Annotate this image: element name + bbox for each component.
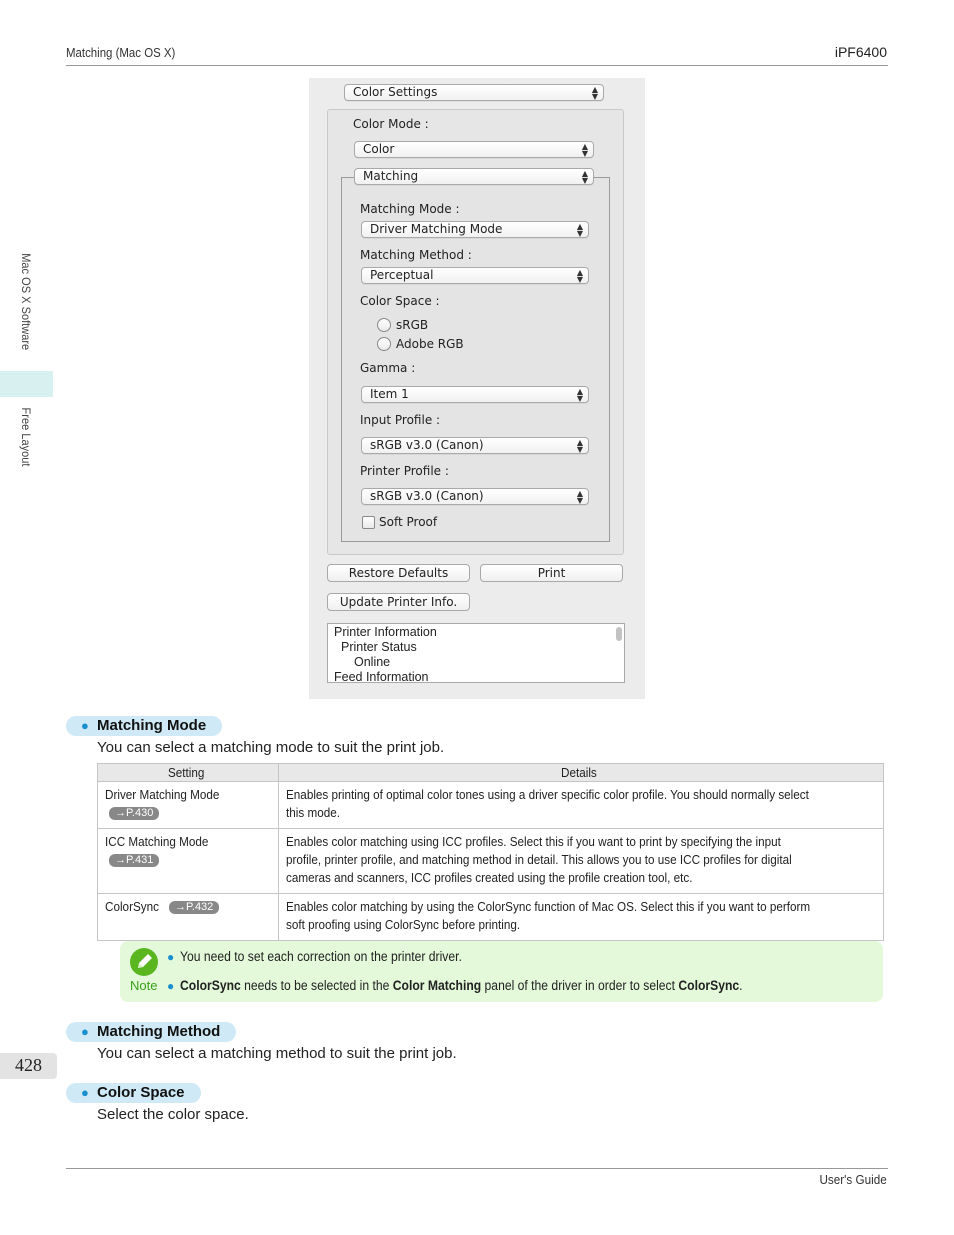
header-rule <box>66 65 888 66</box>
bullet-icon: ● <box>167 950 175 964</box>
color-mode-panel <box>327 109 624 555</box>
section-title: Matching Method <box>97 1023 221 1040</box>
color-space-label: Color Space : <box>360 294 440 308</box>
section-heading-matching-mode <box>66 716 222 736</box>
print-button[interactable]: Print <box>480 564 623 582</box>
section-heading-matching-method <box>66 1022 236 1042</box>
info-line: Feed Information <box>334 670 429 683</box>
srgb-radio[interactable] <box>377 318 391 332</box>
color-settings-dialog <box>309 78 645 699</box>
input-profile-value: sRGB v3.0 (Canon) <box>370 438 484 452</box>
matching-mode-value: Driver Matching Mode <box>370 222 503 236</box>
color-settings-popup[interactable] <box>344 84 604 101</box>
side-tab-free-layout: Free Layout <box>19 407 33 467</box>
popup-arrows-icon: ▲ ▼ <box>581 142 588 158</box>
section-title: Color Space <box>97 1084 185 1101</box>
srgb-radio-label: sRGB <box>396 318 429 332</box>
header-model: iPF6400 <box>834 44 887 60</box>
table-row <box>98 782 884 829</box>
popup-arrows-icon: ▲ ▼ <box>576 387 583 403</box>
page-reference-link[interactable]: →P.430 <box>109 807 159 820</box>
soft-proof-label: Soft Proof <box>379 515 438 529</box>
note-pencil-icon <box>130 948 158 976</box>
setting-name: Driver Matching Mode <box>105 787 220 802</box>
matching-popup-label: Matching <box>363 169 419 183</box>
header-section-title: Matching (Mac OS X) <box>66 45 176 60</box>
printer-profile-label: Printer Profile : <box>360 464 449 478</box>
update-printer-info-button[interactable]: Update Printer Info. <box>327 593 470 611</box>
popup-arrows-icon: ▲ ▼ <box>576 222 583 238</box>
popup-arrows-icon: ▲ ▼ <box>581 169 588 185</box>
note-label: Note <box>130 978 158 993</box>
restore-defaults-button[interactable]: Restore Defaults <box>327 564 470 582</box>
matching-method-popup[interactable] <box>361 267 589 284</box>
adobe-rgb-radio[interactable] <box>377 337 391 351</box>
table-header-setting: Setting <box>98 764 279 782</box>
setting-details: Enables color matching by using the ColorSync function of Mac OS. Select this if you want to perform soft proofing using ColorSync before printing. <box>286 899 811 932</box>
color-space-description: Select the color space. <box>97 1106 249 1123</box>
table-row <box>98 829 884 894</box>
bullet-icon: ● <box>81 1085 89 1100</box>
gamma-label: Gamma : <box>360 361 416 375</box>
side-tab-highlight <box>0 371 53 397</box>
matching-mode-label: Matching Mode : <box>360 202 460 216</box>
scrollbar-thumb[interactable] <box>616 627 622 641</box>
printer-profile-popup[interactable] <box>361 488 589 505</box>
gamma-value: Item 1 <box>370 387 409 401</box>
printer-profile-value: sRGB v3.0 (Canon) <box>370 489 484 503</box>
page-reference-link[interactable]: →P.431 <box>109 854 159 867</box>
note-item <box>167 978 805 993</box>
setting-name: ICC Matching Mode <box>105 834 209 849</box>
gamma-popup[interactable] <box>361 386 589 403</box>
popup-arrows-icon: ▲ ▼ <box>576 268 583 284</box>
color-mode-popup[interactable] <box>354 141 594 158</box>
matching-popup[interactable] <box>354 168 594 185</box>
side-tab-mac-os-x-software: Mac OS X Software <box>19 253 33 351</box>
matching-method-description: You can select a matching method to suit the print job. <box>97 1045 457 1062</box>
matching-mode-description: You can select a matching mode to suit the print job. <box>97 739 445 756</box>
printer-information-list[interactable] <box>327 623 625 683</box>
bullet-icon: ● <box>81 1024 89 1039</box>
input-profile-popup[interactable] <box>361 437 589 454</box>
popup-arrows-icon: ▲ ▼ <box>576 438 583 454</box>
table-header-details: Details <box>279 764 884 782</box>
matching-method-value: Perceptual <box>370 268 434 282</box>
soft-proof-checkbox[interactable] <box>362 516 375 529</box>
matching-method-label: Matching Method : <box>360 248 472 262</box>
popup-arrows-icon: ▲ ▼ <box>591 85 598 101</box>
note-text: ColorSync needs to be selected in the Color Matching panel of the driver in order to select ColorSync. <box>180 978 743 993</box>
color-mode-value: Color <box>363 142 395 156</box>
color-settings-popup-label: Color Settings <box>353 85 438 99</box>
table-row <box>98 894 884 941</box>
bullet-icon: ● <box>167 979 175 993</box>
footer-users-guide: User's Guide <box>819 1172 887 1187</box>
setting-name: ColorSync <box>105 899 159 914</box>
setting-details: Enables printing of optimal color tones using a driver specific color profile. You should normally select this mode. <box>286 787 809 820</box>
matching-mode-table <box>97 763 884 941</box>
section-heading-color-space <box>66 1083 201 1103</box>
input-profile-label: Input Profile : <box>360 413 441 427</box>
info-line: Online <box>354 655 391 669</box>
note-text: You need to set each correction on the printer driver. <box>180 949 463 964</box>
color-mode-label: Color Mode : <box>353 117 429 131</box>
matching-mode-popup[interactable] <box>361 221 589 238</box>
adobe-rgb-radio-label: Adobe RGB <box>396 337 464 351</box>
info-line: Printer Information <box>334 625 437 639</box>
popup-arrows-icon: ▲ ▼ <box>576 489 583 505</box>
table-header-row <box>98 764 884 782</box>
note-item <box>167 949 493 964</box>
page-reference-link[interactable]: →P.432 <box>169 901 219 914</box>
section-title: Matching Mode <box>97 717 207 734</box>
setting-details: Enables color matching using ICC profiles. Select this if you want to print by specifying the input profile, printer profile, and matching method in detail. This allows you to use ICC profiles for digital cameras and scanners, ICC profiles created using the profile creation tool, etc. <box>286 834 792 885</box>
info-line: Printer Status <box>341 640 417 654</box>
page-number: 428 <box>15 1055 42 1075</box>
bullet-icon: ● <box>81 718 89 733</box>
footer-rule <box>66 1168 888 1169</box>
